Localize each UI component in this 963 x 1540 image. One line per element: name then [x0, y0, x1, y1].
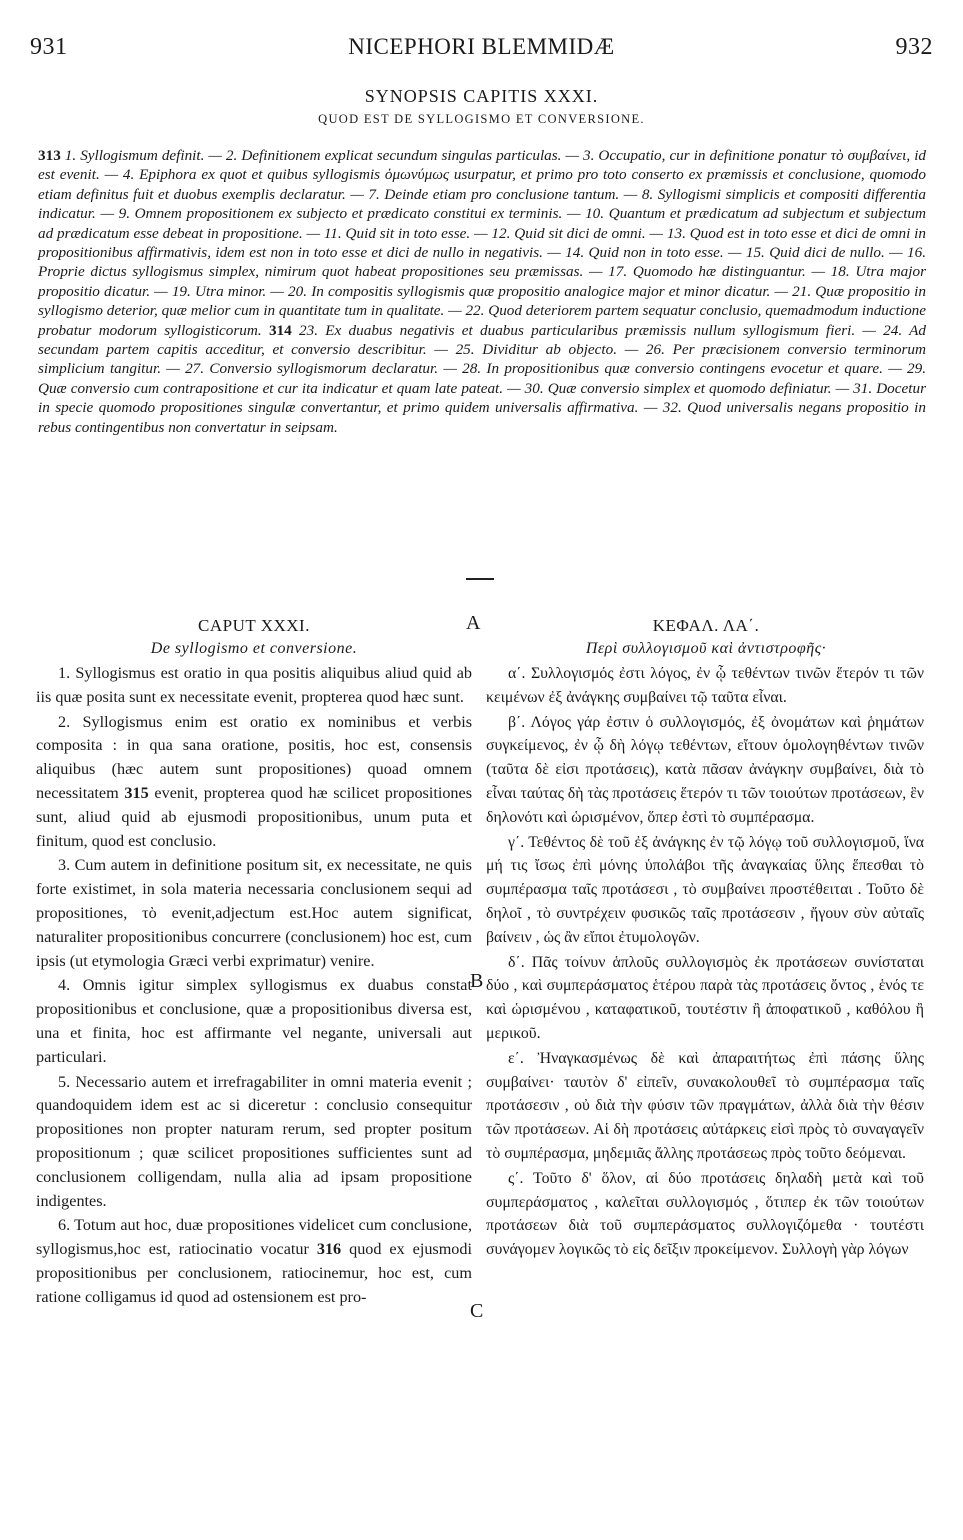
latin-paragraph-5: 5. Necessario autem et irrefragabiliter in omni materia evenit ; quandoquidem idem est ac si diceretur : conclusio consequitur propositiones non propter naturam rerum, sed propter positum propositionum ; quæ scilicet propositiones sufficientes sunt ad conclusionem colligendam, nulla alia ad ipsam propositione indigentes. — [36, 1072, 472, 1210]
latin-paragraph-6-part-2: quod ex ejusmodi propositionibus per conclusionem, ratiocinemur, hoc est, cum ratione colligamus id quod ad ostensionem est pro- — [36, 1240, 472, 1306]
margin-number: 314 — [268, 321, 292, 339]
latin-paragraph-1: 1. Syllogismus est oratio in qua positis aliquibus aliud quid ab iis quæ posita sunt ex necessitate evenit, propterea quod hæc sunt. — [36, 664, 472, 706]
latin-paragraph-4: 4. Omnis igitur simplex syllogismus ex duabus constat propositionibus et conclusione, quæ a propositionibus diversa est, una et finita, hoc est affirmante vel negante, universali aut particulari. — [36, 976, 472, 1066]
synopsis-subtitle: QUOD EST DE SYLLOGISMO ET CONVERSIONE. — [318, 112, 645, 126]
greek-paragraph-2: β΄. Λόγος γάρ ἐστιν ὁ συλλογισμός, ἐξ ὀνομάτων καὶ ῥημάτων συγκείμενος, ἐν ᾧ δὴ λόγῳ τεθέντων, εἴτουν ὁμολογηθέντων τινῶν (ταῦτα δὲ εἰσι προτάσεις), κατὰ πᾶσαν ἀνάγκην συμβαίνει, διὰ τὸ εἶναι ταύτας δὴ τὰς προτάσεις ἕτερόν τι τῶν τοιούτων προτάσεων, ἓν δηλονότι καὶ ὡρισμένον, ὅπερ ἐστὶ τὸ συμπέρασμα. — [486, 713, 924, 826]
greek-paragraph-6: ς΄. Τοῦτο δ' ὅλον, αἱ δύο προτάσεις δηλαδὴ μετὰ καὶ τοῦ συμπεράσματος , καλεῖται συλλογισμός , ὅτιπερ ἐκ τῶν τοιούτων προτάσεων διὰ τοῦ συμπεράσματος συλλογιζόμεθα · τουτέστι συνάγομεν λογικῶς τὸ εἰς δεῖξιν προκείμενον. Συλλογὴ γὰρ λόγων — [486, 1169, 924, 1259]
running-title: NICEPHORI BLEMMIDÆ — [348, 34, 615, 59]
latin-chapter-heading: CAPUT XXXI. — [198, 616, 310, 635]
synopsis-title: SYNOPSIS CAPITIS XXXI. — [364, 86, 599, 106]
section-divider — [466, 578, 494, 580]
latin-paragraph-2-part-1: 2. Syllogismus enim est oratio ex nominibus et verbis composita : in qua sana oratione, positis, hoc est, consensis aliquibus (hæc autem sunt propositiones) quoad omnem necessitatem — [36, 712, 472, 802]
margin-number: 313 — [38, 147, 61, 164]
margin-letter-c: C — [470, 1300, 484, 1322]
greek-paragraph-3: γ΄. Τεθέντος δὲ τοῦ ἐξ ἀνάγκης ἐν τῷ λόγῳ τοῦ συλλογισμοῦ, ἵνα μή τις ἴσως ἐπὶ μόνης ὑπολάβοι τῆς ἀναγκαίας ὕλης ἕπεσθαι τὸ συμπέρασμα ταῖς προτάσεσι , τὸ συμβαίνει προστέθειται . Τοῦτο δὲ δηλοῖ , τὸ συντρέχειν φυσικῶς ταῖς προτάσεσιν , ἤγουν σὺν αὐταῖς βαίνειν , ὡς ἂν εἴποι ἐτυμολογῶν. — [486, 833, 924, 946]
margin-letter-b: B — [470, 970, 484, 992]
running-header — [30, 34, 933, 64]
greek-paragraph-4: δ΄. Πᾶς τοίνυν ἁπλοῦς συλλογισμὸς ἐκ προτάσεων συνίσταται δύο , καὶ συμπεράσματος ἑτέρου παρὰ τὰς προτάσεις ὄντος , ἑνός τε καὶ ὡρισμένου , καταφατικοῦ, τουτέστιν ἢ ἀποφατικοῦ , καθόλου ἢ μερικοῦ. — [486, 953, 924, 1042]
latin-paragraph-2-part-2: evenit, propterea quod hæ scilicet propositiones sunt, aliud quid ab ejusmodi propositionibus, unum puta et finitum, quod est conclusio. — [36, 783, 473, 850]
synopsis-text-part-1: 1. Syllogismum definit. — 2. Definitionem explicat secundum singulas particulas. — 3. Occupatio, cur in definitione ponatur τὸ συμβαίνει, id est evenit. — 4. Epiphora ex quot et quibus syllogismis ὁμωνύμως usurpatur, et primo pro toto conserto ex præmissis et conclusione, quomodo etiam definitus fuit et duobus exemplis declaratur. — 7. Deinde etiam pro conclusione tantum. — 8. Syllogismi simplicis et compositi differentia indicatur. — 9. Omnem propositionem ex subjecto et prædicato constitui ex terminis. — 10. Quantum et prædicatum ad subjectum et subjectum ad prædicatum esse debeat in propositione. — 11. Quid sit in toto esse. — 12. Quid sit dici de omni. — 13. Quod est in toto esse et dici de omni in propositionibus affirmativis, idem est non in toto esse et dici de nullo in negativis. — 14. Quid non in toto esse. — 15. Quid dici de nullo. — 16. Proprie dictus syllogismus simplex, nimirum quot habeat propositiones seu præmissas. — 17. Quomodo hæ distinguantur. — 18. Utra major propositio dicatur. — 19. Utra minor. — 20. In compositis syllogismis quæ propositio analogice major et minor dicatur. — 21. Quæ propositio in syllogismo deterior, quæ melior cum in quantitate tum in qualitate. — 22. Quod deteriorem partem sequatur conclusio, quemadmodum inductione probatur modorum syllogisticorum. — [38, 147, 927, 339]
page-number-left: 931 — [30, 34, 68, 60]
greek-paragraph-1: α΄. Συλλογισμός ἐστι λόγος, ἐν ᾧ τεθέντων τινῶν ἕτερόν τι τῶν κειμένων ἐξ ἀνάγκης συμβαίνει τῷ ταῦτα εἶναι. — [486, 665, 924, 706]
latin-paragraph-2 — [36, 711, 472, 854]
greek-chapter-subheading: Περὶ συλλογισμοῦ καὶ ἀντιστροφῆς· — [585, 640, 827, 657]
greek-chapter-heading: ΚΕΦΑΛ. ΛΑ΄. — [652, 616, 760, 635]
page-number-right: 932 — [895, 34, 933, 60]
greek-column — [486, 662, 924, 1262]
synopsis-text-part-2: 23. Ex duabus negativis et duabus particularibus præmissis nullum syllogismum fieri. — 24. Ad secundam partem capitis acceditur, et conversio describitur. — 25. Dividitur ab objecto. — 26. Per præcisionem conversio terminorum simplicium tangitur. — 27. Conversio syllogismorum declaratur. — 28. In propositionibus quæ conversio contingens evocetur et quare. — 29. Quæ conversio cum contrapositione et cur ita indicatur et quam late pateat. — 30. Quæ conversio simplex et quomodo definiatur. — 31. Docetur in specie quomodo propositiones singulæ convertantur, et primo quidem universalis affirmativa. — 32. Quod universalis negans propositio in rebus contingentibus non convertatur in seipsam. — [38, 321, 927, 436]
latin-paragraph-6-part-1: 6. Totum aut hoc, duæ propositiones videlicet cum conclusione, syllogismus,hoc est, ratiocinatio vocatur — [36, 1216, 472, 1259]
synopsis-text — [38, 146, 926, 437]
margin-number: 316 — [316, 1240, 342, 1259]
latin-paragraph-6 — [36, 1214, 472, 1309]
latin-chapter-subheading: De syllogismo et conversione. — [150, 640, 358, 657]
greek-paragraph-5: ε΄. Ἠναγκασμένως δὲ καὶ ἀπαραιτήτως ἐπὶ πάσης ὕλης συμβαίνει· ταυτὸν δ' εἰπεῖν, συνακολουθεῖ τὸ συμπέρασμα ταῖς προτάσεσιν , οὐ διὰ τὴν φύσιν τῶν πραγμάτων, ἀλλὰ διὰ τὴν θέσιν τῶν προτάσεων. Αἱ δὴ προτάσεις αὐτάρκεις εἰσὶ πρὸς τὸ συναγαγεῖν τὸ συμπέρασμα, μηδεμιᾶς ἄλλης προτάσεως πρὸς τοῦτο δεόμεναι. — [486, 1049, 924, 1162]
latin-column — [36, 662, 472, 1310]
margin-letter-a: A — [466, 612, 481, 634]
margin-number: 315 — [124, 783, 149, 802]
latin-paragraph-3: 3. Cum autem in definitione positum sit, ex necessitate, ne quis forte existimet, in sola materia necessaria conclusionem sequi ad propositiones, τὸ evenit,adjectum est.Hoc autem significat, naturaliter propositionibus concurrere (conclusionem) hoc est, cum ipsis (ut etymologia Græci verbi exprimatur) venire. — [36, 856, 472, 970]
